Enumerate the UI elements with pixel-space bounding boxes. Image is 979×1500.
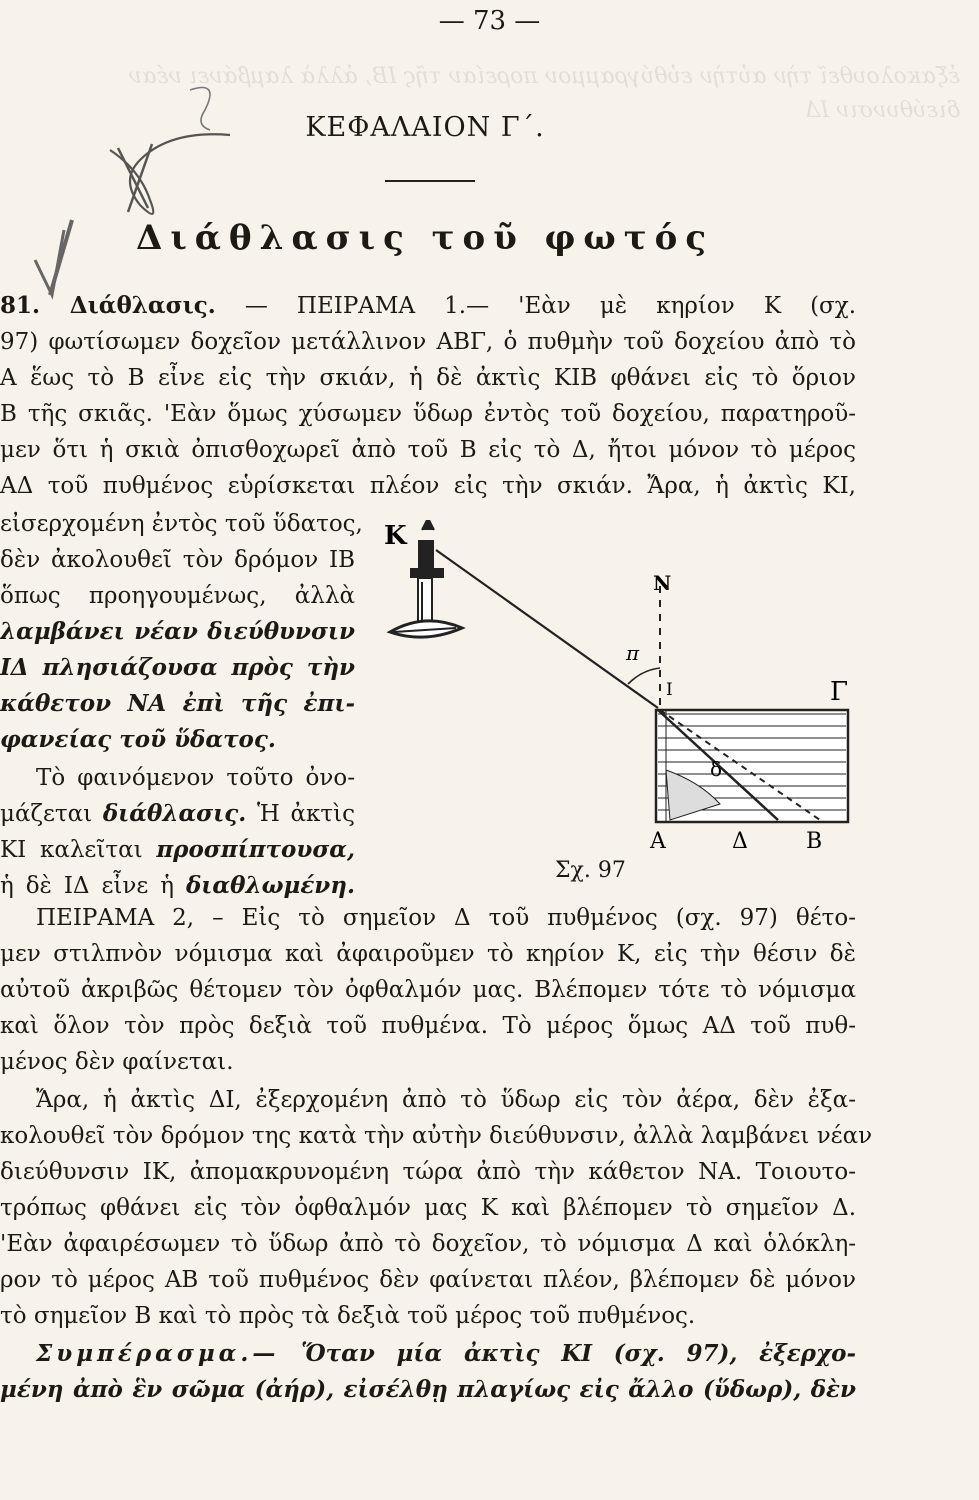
label-delta: δ bbox=[710, 757, 723, 781]
para3-line-1: ΠΕΙΡΑΜΑ 2, – Εἰς τὸ σημεῖον Δ τοῦ πυθμένος (σχ. 97) θέτο- bbox=[36, 905, 856, 931]
para1-line-12: κάθετον ΝΑ ἐπὶ τῆς ἐπι- bbox=[0, 690, 355, 717]
para1-line-7: εἰσερχομένη ἐντὸς τοῦ ὕδατος, bbox=[0, 511, 363, 537]
label-A: Α bbox=[650, 829, 666, 854]
para1-line-13: φανείας τοῦ ὕδατος. bbox=[0, 726, 276, 753]
section-label: 81. Διάθλασις. bbox=[0, 292, 216, 319]
conclusion-label: Συμπέρασμα.— bbox=[36, 1340, 280, 1367]
label-N: Ν bbox=[653, 571, 672, 595]
para3-line-3: αὐτοῦ ἀκριβῶς θέτομεν τὸν ὀφθαλμόν μας. Βλέπομεν τότε τὸ νόμισμα bbox=[0, 977, 856, 1003]
para2-line-4: ἡ δὲ ΙΔ εἶνε ἡ διαθλωμένη. bbox=[0, 872, 355, 899]
para1-line-9: ὅπως προηγουμένως, ἀλλὰ bbox=[0, 583, 355, 609]
para4-line-6: ρον τὸ μέρος ΑΒ τοῦ πυθμένος δὲν φαίνεται πλέον, βλέπομεν δὲ μόνον bbox=[0, 1267, 856, 1293]
para1-line-3: Α ἕως τὸ Β εἶνε εἰς τὴν σκιάν, ἡ δὲ ἀκτὶς ΚΙΒ φθάνει εἰς τὸ ὅριον bbox=[0, 365, 856, 391]
candle-flame bbox=[422, 520, 434, 530]
heading-rule bbox=[385, 180, 475, 182]
chapter-heading: ΚΕΦΑΛΑΙΟΝ Γ΄. bbox=[305, 112, 545, 143]
incident-ray bbox=[436, 550, 658, 708]
para4-line-1: Ἄρα, ἡ ἀκτὶς ΔΙ, ἐξερχομένη ἀπὸ τὸ ὕδωρ εἰς τὸν ἀέρα, δὲν ἐξα- bbox=[36, 1087, 856, 1113]
para3-line-5: μένος δὲν φαίνεται. bbox=[0, 1049, 234, 1075]
angle-arc bbox=[628, 668, 660, 684]
para2-line-1: Τὸ φαινόμενον τοῦτο ὀνο- bbox=[36, 765, 355, 791]
para1-line-6: ΑΔ τοῦ πυθμένος εὑρίσκεται πλέον εἰς τὴν σκιάν. Ἄρα, ἡ ἀκτὶς ΚΙ, bbox=[0, 473, 856, 499]
para2-line-3: ΚΙ καλεῖται προσπίπτουσα, bbox=[0, 836, 355, 863]
para1-line-2: 97) φωτίσωμεν δοχεῖον μετάλλινον ΑΒΓ, ὁ πυθμὴν τοῦ δοχείου ἀπὸ τὸ bbox=[0, 329, 856, 355]
para3-line-2: μεν στιλπνὸν νόμισμα καὶ ἀφαιροῦμεν τὸ κηρίον Κ, εἰς τὴν θέσιν δὲ bbox=[0, 941, 856, 967]
para1-line-5: μεν ὅτι ἡ σκιὰ ὀπισθοχωρεῖ ἀπὸ τοῦ Β εἰς τὸ Δ, ἤτοι μόνον τὸ μέρος bbox=[0, 437, 856, 463]
para2-line-2: μάζεται διάθλασις. Ἡ ἀκτὶς bbox=[0, 800, 355, 827]
label-I: Ι bbox=[666, 680, 673, 700]
label-pi: π bbox=[626, 641, 640, 665]
para4-line-3: διεύθυνσιν ΙΚ, ἀπομακρυνομένη τώρα ἀπὸ τὴν κάθετον ΝΑ. Τοιουτο- bbox=[0, 1159, 856, 1185]
figure-97-refraction-diagram bbox=[380, 520, 860, 900]
para1-line-1: 81. Διάθλασις. — ΠΕΙΡΑΜΑ 1.— 'Εὰν μὲ κηρίον Κ (σχ. bbox=[0, 292, 857, 319]
para1-line-11: ΙΔ πλησιάζουσα πρὸς τὴν bbox=[0, 654, 355, 681]
label-B: Β bbox=[806, 829, 823, 854]
section-title: Διάθλασις τοῦ φωτός bbox=[135, 218, 715, 258]
para1-line-8: δὲν ἀκολουθεῖ τὸν δρόμον ΙΒ bbox=[0, 547, 355, 573]
conclusion-line-1: Συμπέρασμα.— Ὅταν μία ἀκτὶς ΚΙ (σχ. 97), ἐξερχο- bbox=[36, 1340, 856, 1367]
page-number: — 73 — bbox=[438, 6, 541, 36]
bleed-through-text: ἐξακολουθεῖ τὴν αὐτὴν εὐθύγραμμον πορείαν τῆς ΙΒ, ἀλλὰ λαμβάνει νέαν διεύθυνσιν ΙΔ bbox=[128, 64, 960, 123]
para1-line-4: Β τῆς σκιᾶς. 'Εὰν ὅμως χύσωμεν ὕδωρ ἐντὸς τοῦ δοχείου, παρατηροῦ- bbox=[0, 401, 856, 427]
para3-line-4: καὶ ὅλον τὸν πρὸς δεξιὰ τοῦ πυθμένα. Τὸ μέρος ὅμως ΑΔ τοῦ πυθ- bbox=[0, 1013, 856, 1039]
conclusion-line-2: μένη ἀπὸ ἓν σῶμα (ἀήρ), εἰσέλθῃ πλαγίως εἰς ἄλλο (ὕδωρ), δὲν bbox=[0, 1376, 856, 1403]
para4-line-7: τὸ σημεῖον Β καὶ τὸ πρὸς τὰ δεξιὰ τοῦ μέρος τοῦ πυθμένος. bbox=[0, 1303, 696, 1329]
para4-line-4: τρόπως φθάνει εἰς τὸν ὀφθαλμόν μας Κ καὶ βλέπομεν τὸ σημεῖον Δ. bbox=[0, 1195, 856, 1221]
label-G: Γ bbox=[830, 677, 849, 707]
para4-line-5: 'Εὰν ἀφαιρέσωμεν τὸ ὕδωρ ἀπὸ τὸ δοχεῖον, τὸ νόμισμα Δ καὶ ὁλόκλη- bbox=[0, 1231, 856, 1257]
label-D: Δ bbox=[732, 829, 748, 854]
figure-caption: Σχ. 97 bbox=[555, 858, 626, 883]
para4-line-2: κολουθεῖ τὸν δρόμον της κατὰ τὴν αὐτὴν διεύθυνσιν, ἀλλὰ λαμβάνει νέαν bbox=[0, 1123, 873, 1149]
label-K: Κ bbox=[384, 521, 407, 551]
para1-line-10: λαμβάνει νέαν διεύθυνσιν bbox=[0, 618, 355, 645]
